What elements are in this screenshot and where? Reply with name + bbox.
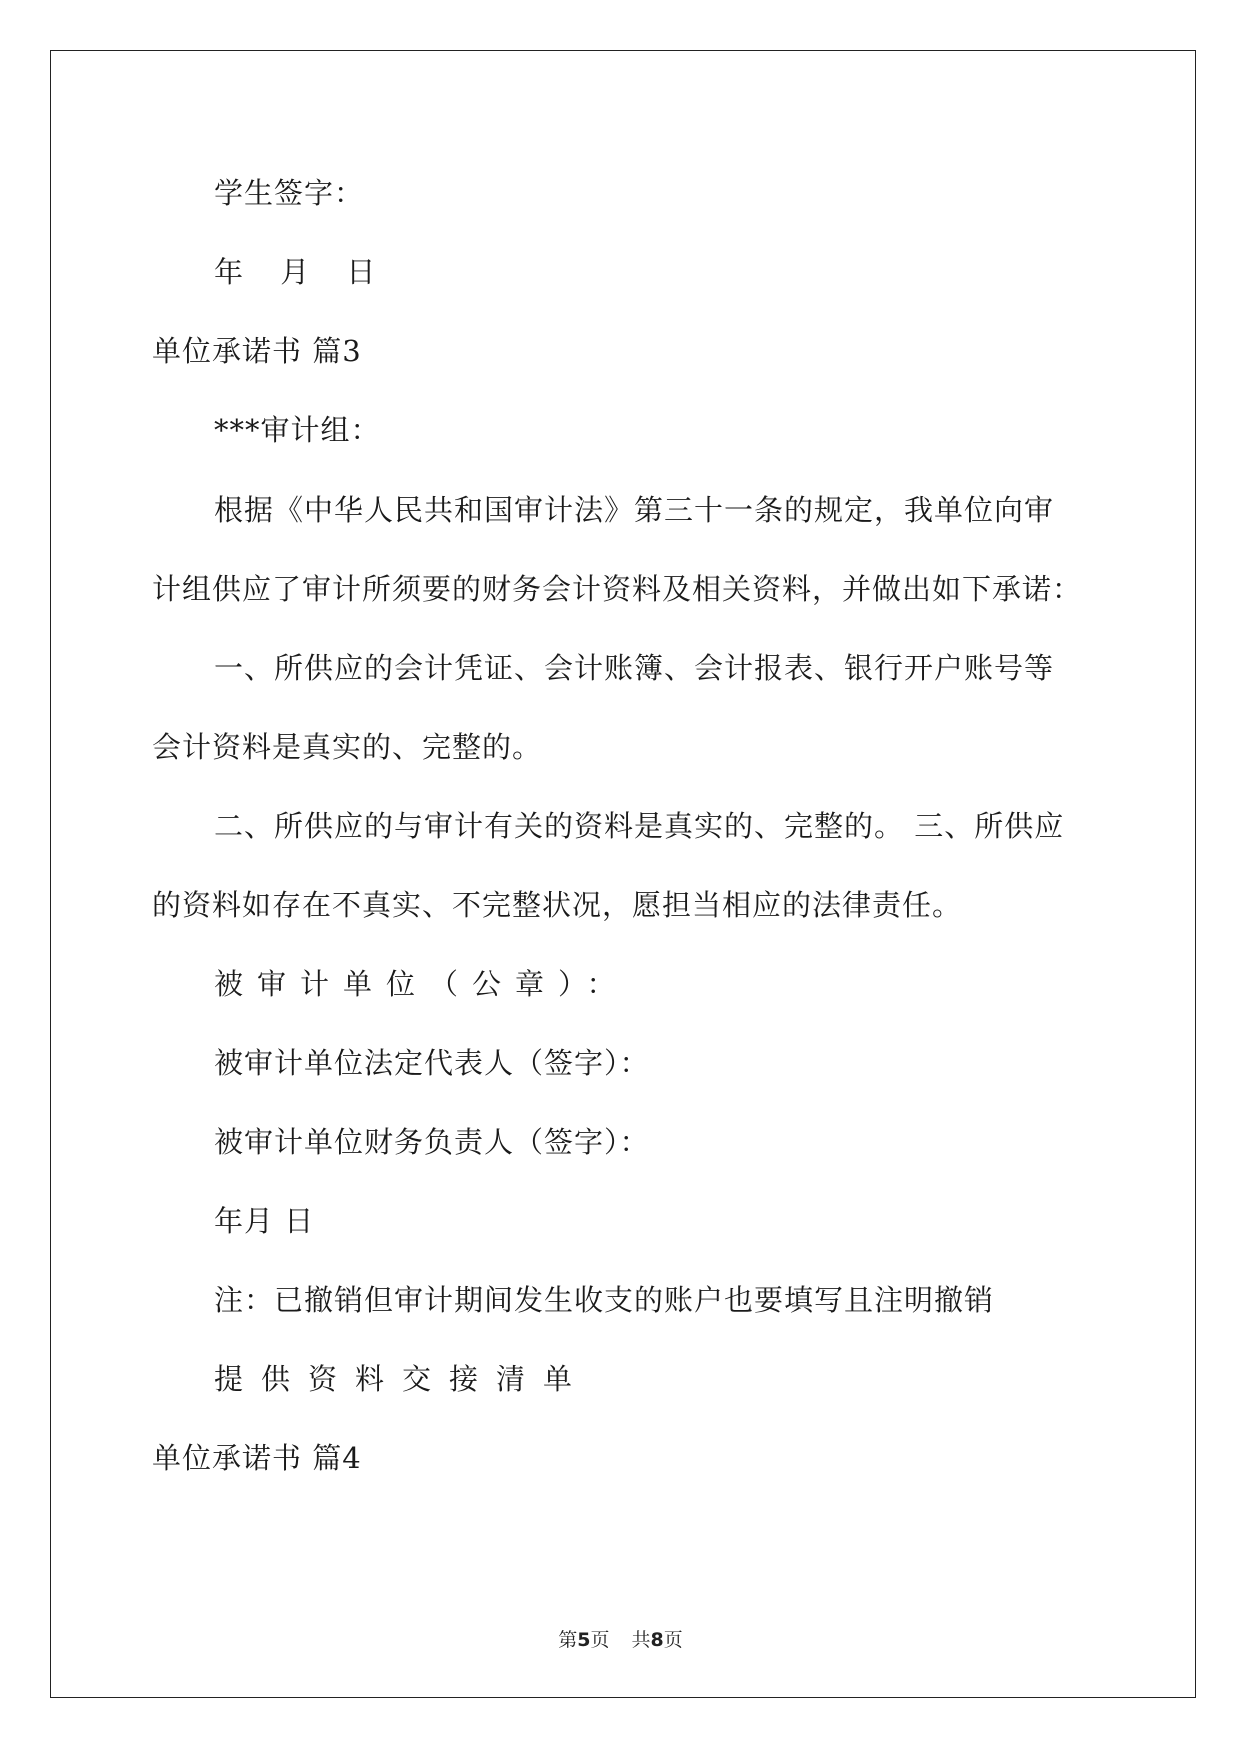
- footer-prefix: 第: [558, 1629, 578, 1651]
- audited-unit-seal-label: 被审计单位（公章）：: [214, 967, 630, 1001]
- page-footer: [0, 1628, 1241, 1652]
- handover-list-heading: 提供资料交接清单: [214, 1362, 591, 1396]
- body-paragraph-2-line-2: 会计资料是真实的、完整的。: [152, 730, 543, 764]
- section-heading-4: 单位承诺书 篇4: [152, 1441, 362, 1475]
- footer-page-number: 5: [577, 1629, 591, 1651]
- student-signature-label: 学生签字：: [214, 176, 365, 210]
- body-paragraph-3-line-1: 二、所供应的与审计有关的资料是真实的、完整的。 三、所供应: [214, 809, 1065, 843]
- note-line: 注：已撤销但审计期间发生收支的账户也要填写且注明撤销: [214, 1283, 995, 1317]
- body-paragraph-3-line-2: 的资料如存在不真实、不完整状况，愿担当相应的法律责任。: [152, 888, 963, 922]
- body-paragraph-1-line-1: 根据《中华人民共和国审计法》第三十一条的规定，我单位向审: [214, 493, 1055, 527]
- body-paragraph-2-line-1: 一、所供应的会计凭证、会计账簿、会计报表、银行开户账号等: [214, 651, 1055, 685]
- footer-total-prefix: 共: [631, 1629, 651, 1651]
- footer-page-suffix: 页: [590, 1629, 610, 1651]
- finance-head-label: 被审计单位财务负责人（签字）：: [214, 1125, 650, 1159]
- section-heading-3: 单位承诺书 篇3: [152, 334, 362, 368]
- date-line-1: 年 月 日: [214, 255, 390, 289]
- body-paragraph-1-line-2: 计组供应了审计所须要的财务会计资料及相关资料，并做出如下承诺：: [152, 572, 1083, 606]
- legal-representative-label: 被审计单位法定代表人（签字）：: [214, 1046, 650, 1080]
- footer-total-suffix: 页: [663, 1629, 683, 1651]
- date-line-2: 年月 日: [214, 1204, 315, 1238]
- footer-total-pages: 8: [650, 1629, 664, 1651]
- addressee: ***审计组：: [214, 413, 381, 447]
